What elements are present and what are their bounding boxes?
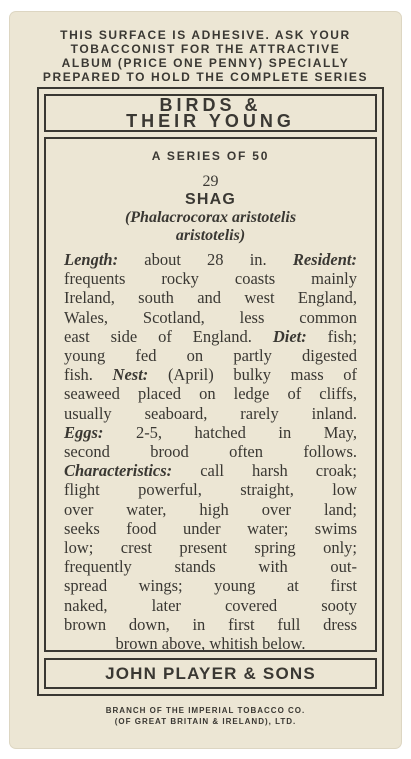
description-line: second brood often follows. xyxy=(64,442,357,462)
adhesive-line: TOBACCONIST FOR THE ATTRACTIVE xyxy=(70,42,341,56)
description-line xyxy=(64,250,357,269)
adhesive-notice xyxy=(10,28,401,84)
resident-label: Resident: xyxy=(292,250,357,269)
bird-name: SHAG xyxy=(184,191,237,208)
series-title xyxy=(44,94,377,132)
adhesive-line: THIS SURFACE IS ADHESIVE. ASK YOUR xyxy=(60,28,351,42)
description-line: young fed on partly digested xyxy=(64,346,357,366)
characteristics-label: Characteristics: xyxy=(64,461,173,481)
title-line-1: BIRDS & xyxy=(159,95,262,115)
cigarette-card xyxy=(10,12,401,748)
char-text-1: call harsh croak; xyxy=(200,461,357,481)
eggs-text-1: 2-5, hatched in May, xyxy=(135,422,358,442)
description-line: over water, high over land; xyxy=(64,499,357,519)
description-line xyxy=(64,423,357,442)
nest-label: Nest: xyxy=(112,365,149,385)
diet-text-1: fish; xyxy=(327,326,358,346)
description-line: frequently stands with out- xyxy=(64,557,357,577)
series-label: A SERIES OF 50 xyxy=(151,149,270,163)
description-line: naked, later covered sooty xyxy=(64,595,357,615)
adhesive-line: PREPARED TO HOLD THE COMPLETE SERIES xyxy=(42,70,369,84)
card-frame xyxy=(37,87,384,696)
nest-text-1: (April) bulky mass of xyxy=(167,365,358,385)
latin-name-line-2: aristotelis) xyxy=(175,227,246,244)
description-line: low; crest present spring only; xyxy=(64,538,357,558)
length-text: about 28 in. xyxy=(144,250,267,269)
description-line: seeks food under water; swims xyxy=(64,518,357,538)
description-line xyxy=(64,327,357,346)
branch-notice xyxy=(10,705,401,727)
description-line: spread wings; young at first xyxy=(64,576,357,596)
description-line xyxy=(64,365,357,384)
branch-line-1: BRANCH OF THE IMPERIAL TOBACCO CO. xyxy=(105,706,306,715)
latin-name-line-1: (Phalacrocorax aristotelis xyxy=(124,209,297,226)
description-line: frequents rocky coasts mainly xyxy=(64,269,357,289)
description xyxy=(64,250,357,653)
adhesive-line: ALBUM (PRICE ONE PENNY) SPECIALLY xyxy=(61,56,350,70)
description-line: Ireland, south and west England, xyxy=(64,288,357,308)
diet-label: Diet: xyxy=(272,326,307,346)
card-number: 29 xyxy=(202,173,219,190)
eggs-label: Eggs: xyxy=(64,422,104,442)
description-line: seaweed placed on ledge of cliffs, xyxy=(64,384,357,404)
title-line-2: THEIR YOUNG xyxy=(126,111,295,131)
description-line: brown above, whitish below. xyxy=(115,634,306,654)
latin-name xyxy=(46,209,375,245)
diet-text-3: fish. xyxy=(64,365,93,385)
description-line: Wales, Scotland, less common xyxy=(64,307,357,327)
manufacturer: JOHN PLAYER & SONS xyxy=(44,658,377,689)
description-line xyxy=(64,461,357,480)
description-line: flight powerful, straight, low xyxy=(64,480,357,500)
content-panel xyxy=(44,137,377,652)
length-label: Length: xyxy=(64,250,119,269)
branch-line-2: (OF GREAT BRITAIN & IRELAND), LTD. xyxy=(114,717,297,726)
resident-text-4: east side of England. xyxy=(64,326,252,346)
description-line: usually seaboard, rarely inland. xyxy=(64,403,357,423)
description-line: brown down, in first full dress xyxy=(64,614,357,634)
